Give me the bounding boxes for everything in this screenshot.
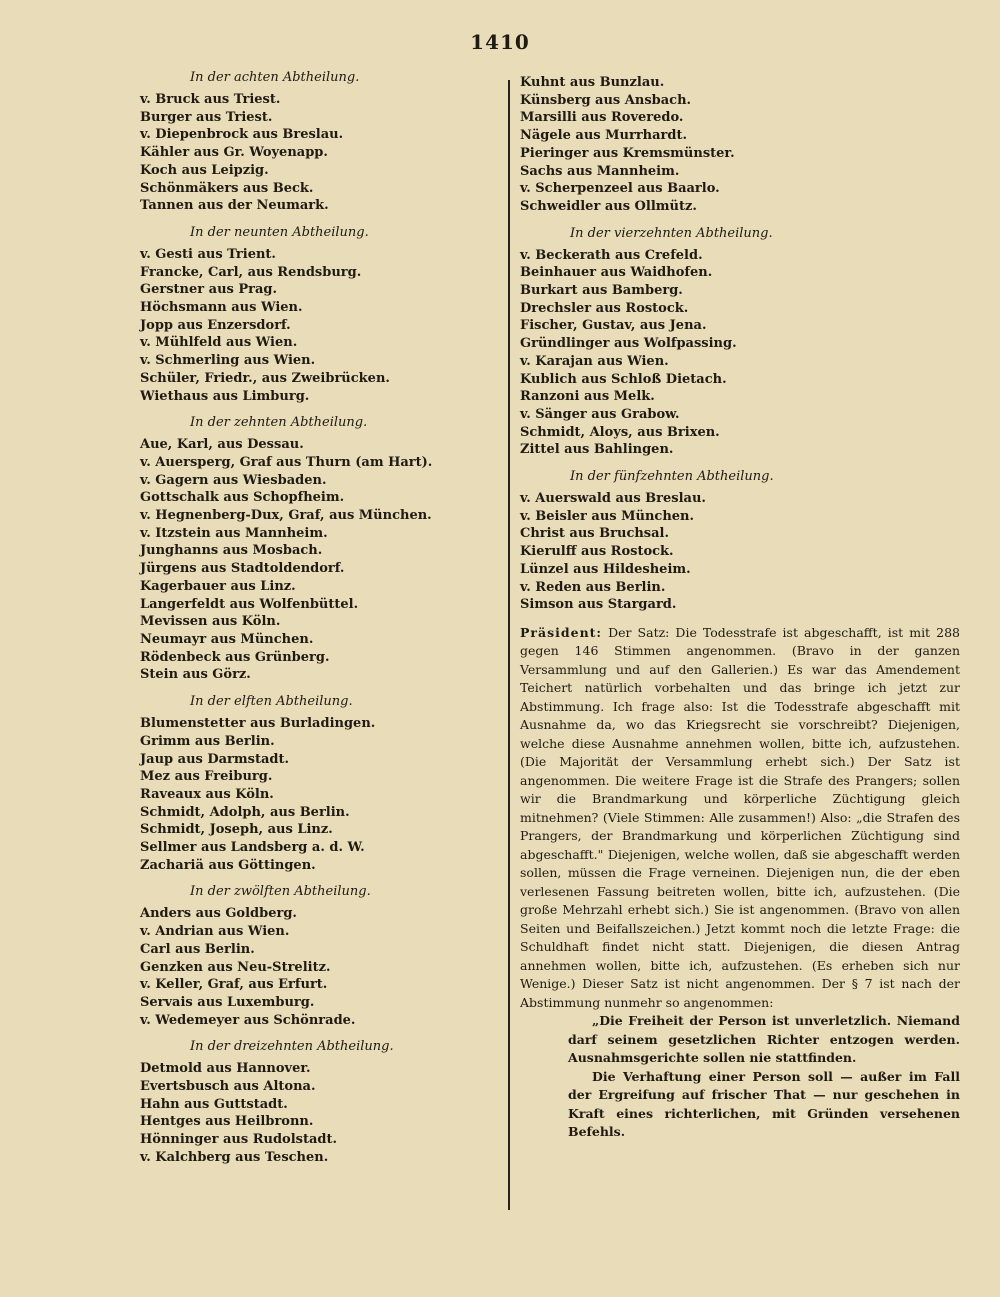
member-entry: Tannen aus der Neumark. [140,198,329,214]
member-entry: v. Itzstein aus Mannheim. [140,525,328,541]
member-entry: Neumayr aus München. [140,631,314,647]
member-entry: v. Kalchberg aus Teschen. [140,1149,329,1165]
member-entry: v. Reden aus Berlin. [520,579,666,595]
division-section [140,694,490,874]
member-entry: Carl aus Berlin. [140,941,255,957]
member-entry: v. Mühlfeld aus Wien. [140,335,298,351]
member-entry: Fischer, Gustav, aus Jena. [520,318,707,334]
member-entry: Marsilli aus Roveredo. [520,110,684,126]
member-entry: Burger aus Triest. [140,109,273,125]
member-entry: v. Wedemeyer aus Schönrade. [140,1012,356,1028]
member-entry: Aue, Karl, aus Dessau. [140,437,304,453]
section-heading: In der achten Abtheilung. [190,70,360,85]
quoted-article [568,1012,960,1142]
member-entry: v. Auerswald aus Breslau. [520,491,706,507]
member-entry: v. Diepenbrock aus Breslau. [140,127,344,143]
quote-paragraph: „Die Freiheit der Person ist unverletzlich. Niemand darf seinem gesetzlichen Richter entzogen werden. Ausnahmsgerichte sollen nie stattfinden. [568,1013,960,1066]
member-entry: Detmold aus Hannover. [140,1061,311,1077]
section-heading: In der zwölften Abtheilung. [190,884,371,900]
member-entry: Christ aus Bruchsal. [520,526,670,542]
member-entry: v. Scherpenzeel aus Baarlo. [520,181,720,197]
quote-paragraph: Die Verhaftung einer Person soll — außer im Fall der Ergreifung auf frischer That — nur geschehen in Kraft eines richterlichen, mit Gründen versehenen Befehls. [568,1068,960,1140]
member-entry: v. Beckerath aus Crefeld. [520,247,703,263]
member-entry: Langerfeldt aus Wolfenbüttel. [140,596,359,612]
division-section-continued [520,74,960,216]
member-entry: Drechsler aus Rostock. [520,300,689,316]
page-number: 1410 [470,30,530,54]
member-entry: Kähler aus Gr. Woyenapp. [140,145,328,161]
member-entry: Nägele aus Murrhardt. [520,128,688,144]
member-entry: v. Gagern aus Wiesbaden. [140,472,327,488]
member-entry: Wiethaus aus Limburg. [140,388,310,404]
member-entry: Kierulff aus Rostock. [520,544,674,560]
member-entry: Junghanns aus Mosbach. [140,543,323,559]
member-entry: Schweidler aus Ollmütz. [520,198,697,214]
section-heading: In der dreizehnten Abtheilung. [190,1039,394,1055]
speech-text: Der Satz: Die Todesstrafe ist abgeschafft, ist mit 288 gegen 146 Stimmen angenommen. (Bravo in der ganzen Versammlung und auf den Gallerien.) Es war das Amendement Teichert natürlich vorbehalten und das bringe ich jetzt zur Abstimmung. Ich frage also: Ist die Todesstrafe abgeschafft mit Ausnahme da, wo das Kriegsrecht sie vorschreibt? Diejenigen, welche diese Ausnahme annehmen wollen, bitte ich, aufzustehen. (Die Majorität der Versammlung erhebt sich.) Der Satz ist angenommen. Die weitere Frage ist die Strafe des Prangers; sollen wir die Brandmarkung und körperliche Züchtigung gleich mitnehmen? (Viele Stimmen: Alle zusammen!) Also: „die Strafen des Prangers, der Brandmarkung und körperlichen Züchtigung sind abgeschafft." Diejenigen, welche wollen, daß sie abgeschafft werden sollen, müssen die Frage verneinen. Diejenigen nun, die der eben verlesenen Fassung beitreten wollen, bitte ich, aufzustehen. (Die große Mehrzahl erhebt sich.) Sie ist angenommen. (Bravo von allen Seiten und Beifallszeichen.) Jetzt kommt noch die letzte Frage: die Schuldhaft findet nicht statt. Diejenigen, die diesen Antrag annehmen wollen, bitte ich, aufzustehen. (Es erheben sich nur Wenige.) Dieser Satz ist nicht angenommen. Der § 7 ist nach der Abstimmung nunmehr so angenommen: [520,624,960,1010]
member-entry: Zachariä aus Göttingen. [140,857,316,873]
member-entry: v. Andrian aus Wien. [140,924,290,940]
right-column [520,74,960,1142]
member-entry: Servais aus Luxemburg. [140,994,315,1010]
left-column [140,64,490,1177]
section-heading: In der zehnten Abtheilung. [190,415,368,431]
division-section [140,415,490,684]
member-entry: Genzken aus Neu-Strelitz. [140,959,331,975]
right-sections [520,226,960,614]
member-entry: Kuhnt aus Bunzlau. [520,75,665,90]
division-section [140,225,490,405]
member-entry: Koch aus Leipzig. [140,162,269,178]
member-entry: v. Karajan aus Wien. [520,353,669,369]
member-entry: v. Bruck aus Triest. [140,92,281,107]
member-entry: Schüler, Friedr., aus Zweibrücken. [140,370,390,386]
member-entry: v. Schmerling aus Wien. [140,353,316,369]
member-entry: Künsberg aus Ansbach. [520,92,692,108]
member-entry: Schönmäkers aus Beck. [140,180,314,196]
member-entry: Simson aus Stargard. [520,597,677,613]
section-heading: In der elften Abtheilung. [190,694,353,710]
member-entry: Schmidt, Adolph, aus Berlin. [140,804,350,820]
member-entry: Mevissen aus Köln. [140,614,281,630]
member-entry: v. Beisler aus München. [520,508,695,524]
member-entry: Hahn aus Guttstadt. [140,1096,288,1112]
member-entry: Gerstner aus Prag. [140,282,278,298]
member-entry: Grimm aus Berlin. [140,733,275,749]
continued-list [520,74,960,216]
member-entry: Lünzel aus Hildesheim. [520,561,691,577]
member-entry: v. Keller, Graf, aus Erfurt. [140,977,328,993]
member-entry: Stein aus Görz. [140,667,251,683]
division-section [140,70,490,215]
member-entry: Jopp aus Enzersdorf. [140,317,291,333]
section-heading: In der fünfzehnten Abtheilung. [570,469,774,485]
section-heading: In der neunten Abtheilung. [190,224,369,240]
division-section [140,884,490,1029]
member-entry: Jürgens aus Stadtoldendorf. [140,561,345,577]
member-entry: Sellmer aus Landsberg a. d. W. [140,840,365,856]
division-section [520,226,960,459]
member-entry: Pieringer aus Kremsmünster. [520,145,735,161]
member-entry: Jaup aus Darmstadt. [140,751,290,767]
member-entry: Francke, Carl, aus Rendsburg. [140,264,362,280]
member-entry: Rödenbeck aus Grünberg. [140,649,330,665]
member-entry: Raveaux aus Köln. [140,786,274,802]
member-entry: Beinhauer aus Waidhofen. [520,265,713,281]
speech-block [520,624,960,1013]
member-entry: Zittel aus Bahlingen. [520,442,674,458]
member-entry: Kagerbauer aus Linz. [140,578,296,594]
member-entry: Hönninger aus Rudolstadt. [140,1132,338,1148]
member-entry: Ranzoni aus Melk. [520,389,655,405]
member-entry: v. Hegnenberg-Dux, Graf, aus München. [140,508,432,524]
column-divider [508,80,510,1210]
member-entry: v. Sänger aus Grabow. [520,406,680,422]
member-entry: Anders aus Goldberg. [140,906,297,922]
member-entry: Kublich aus Schloß Dietach. [520,371,727,387]
speaker-label: Präsident: [520,624,603,640]
member-entry: Sachs aus Mannheim. [520,163,680,179]
member-entry: Mez aus Freiburg. [140,769,273,785]
member-entry: Höchsmann aus Wien. [140,300,303,316]
section-heading: In der vierzehnten Abtheilung. [570,225,773,241]
division-section [520,469,960,614]
member-entry: Blumenstetter aus Burladingen. [140,716,376,732]
member-entry: v. Auersperg, Graf aus Thurn (am Hart). [140,454,433,470]
member-entry: Burkart aus Bamberg. [520,283,683,299]
member-entry: v. Gesti aus Trient. [140,246,276,262]
member-entry: Schmidt, Joseph, aus Linz. [140,822,333,838]
division-section [140,1039,490,1166]
member-entry: Schmidt, Aloys, aus Brixen. [520,424,720,440]
member-entry: Gründlinger aus Wolfpassing. [520,336,737,352]
member-entry: Hentges aus Heilbronn. [140,1114,314,1130]
member-entry: Evertsbusch aus Altona. [140,1079,316,1095]
member-entry: Gottschalk aus Schopfheim. [140,490,345,506]
